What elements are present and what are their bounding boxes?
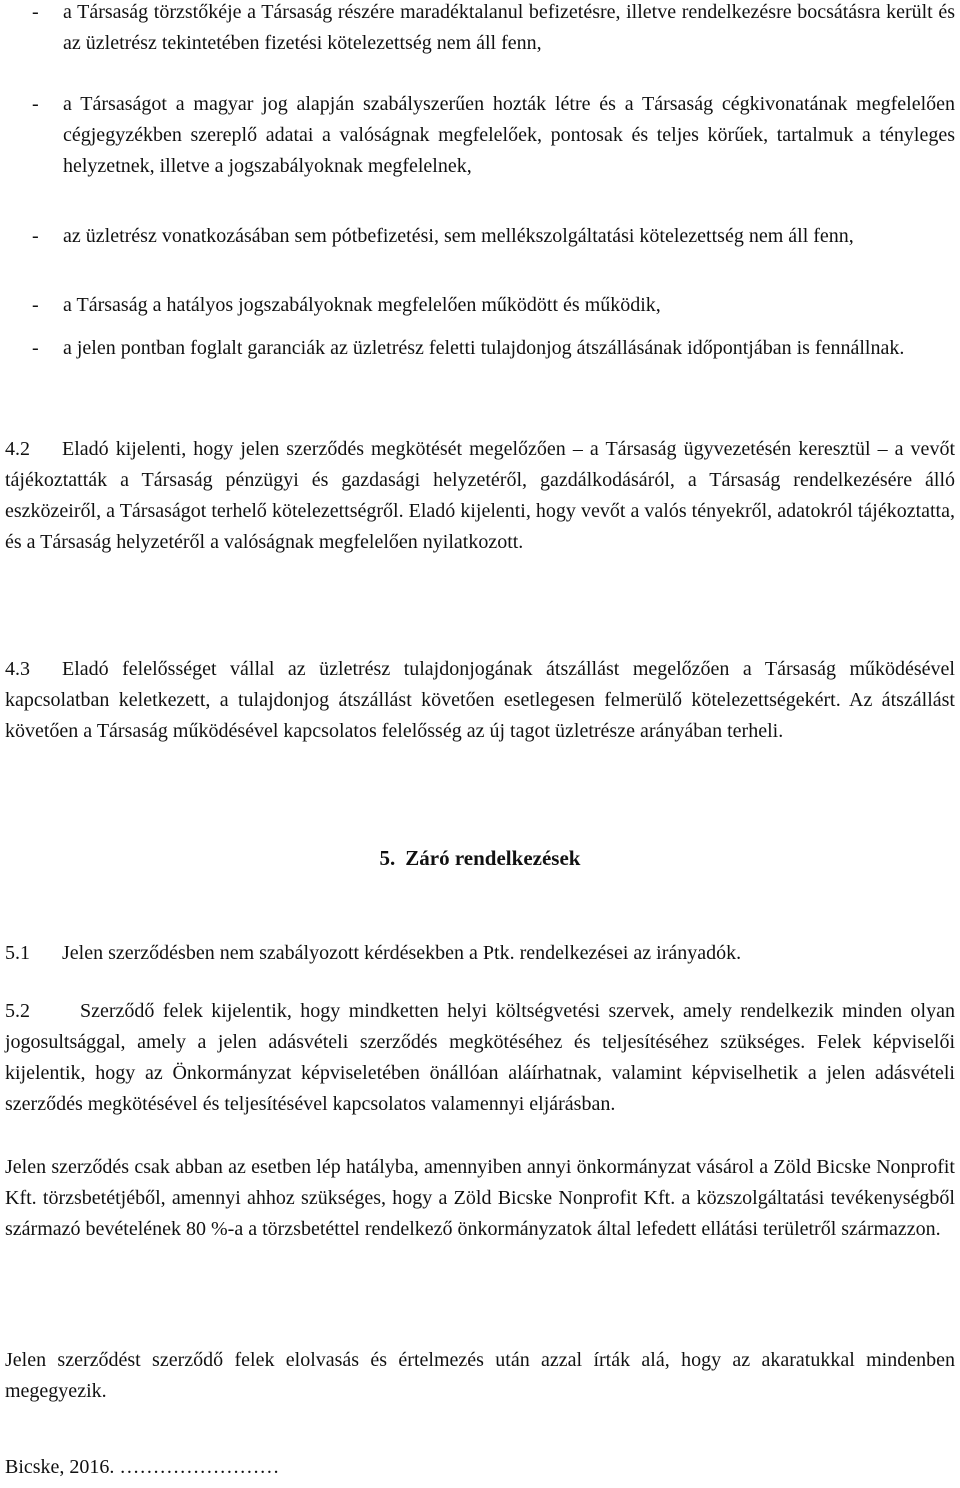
section-number: 4.3 [5, 658, 30, 680]
section-text: Szerződő felek kijelentik, hogy mindketten helyi költségvetési szervek, amely rendelkezik minden olyan jogosultsággal, amely a jelen adásvételi szerződés megkötéséhez és teljesítéséhez szükséges. Felek képviselői kijelentik, hogy az Önkormányzat képviseletében önállóan aláírhatnak, valamint képviselhetik a jelen adásvételi szerződés megkötésével és teljesítésével kapcsolatos valamennyi eljárásban. [5, 1000, 955, 1115]
list-item [5, 221, 854, 252]
list-item-text: az üzletrész vonatkozásában sem pótbefizetési, sem mellékszolgáltatási kötelezettség nem áll fenn, [63, 225, 854, 247]
list-dash: - [32, 225, 39, 247]
list-dash: - [32, 294, 39, 316]
heading-title: Záró rendelkezések [405, 846, 581, 870]
section-text: Eladó kijelenti, hogy jelen szerződés megkötését megelőzően – a Társaság ügyvezetésén keresztül – a vevőt tájékoztatták a Társaság pénzügyi és gazdasági helyzetéről, gazdálkodásáról, a Társaság rendelkezésére álló eszközeiről, a Társaságot terhelő kötelezettségről. Eladó kijelenti, hogy vevőt a valós tényekről, adatokról tájékoztatta, és a Társaság helyzetéről a valóságnak megfelelően nyilatkozott. [5, 438, 955, 553]
list-item [5, 89, 955, 182]
list-item [5, 0, 955, 59]
section-number: 4.2 [5, 438, 30, 460]
section-number: 5.2 [5, 1000, 30, 1022]
list-item-text: a Társaságot a magyar jog alapján szabályszerűen hozták létre és a Társaság cégkivonatának megfelelően cégjegyzékben szereplő adatai a valóságnak megfelelőek, pontosak és teljes körűek, tartalmuk a tényleges helyzetnek, illetve a jogszabályoknak megfelelnek, [63, 93, 955, 177]
section-text: Jelen szerződésben nem szabályozott kérdésekben a Ptk. rendelkezései az irányadók. [62, 942, 742, 964]
date-line: Bicske, 2016. …………………… [5, 1456, 280, 1478]
list-item-text: a jelen pontban foglalt garanciák az üzletrész feletti tulajdonjog átszállásának időpontjában is fennállnak. [63, 337, 905, 359]
list-item [5, 333, 904, 364]
heading-number: 5. [379, 846, 396, 870]
list-dash: - [32, 1, 39, 23]
list-item [5, 290, 661, 321]
section-text: Eladó felelősséget vállal az üzletrész tulajdonjogának átszállást megelőzően a Társaság működésével kapcsolatban keletkezett, a tulajdonjog átszállást követően esetlegesen felmerülő kötelezettségekért. Az átszállást követően a Társaság működésével kapcsolatos felelősség az új tagot üzletrésze arányában terheli. [5, 658, 955, 742]
list-dash: - [32, 93, 39, 115]
paragraph-effect: Jelen szerződés csak abban az esetben lép hatályba, amennyiben annyi önkormányzat vásárol a Zöld Bicske Nonprofit Kft. törzsbetétjéből, amennyi ahhoz szükséges, hogy a Zöld Bicske Nonprofit Kft. a közszolgáltatási tevékenységből származó bevételének 80 %-a a törzsbetéttel rendelkező önkormányzatok által lefedett ellátási területről származzon. [5, 1156, 955, 1240]
section-4-3 [5, 654, 955, 747]
paragraph-closing: Jelen szerződést szerződő felek elolvasás és értelmezés után azzal írták alá, hogy az akaratukkal mindenben megegyezik. [5, 1349, 955, 1402]
list-dash: - [32, 337, 39, 359]
section-5-2 [5, 996, 955, 1120]
section-5-1 [5, 938, 955, 969]
list-item-text: a Társaság a hatályos jogszabályoknak megfelelően működött és működik, [63, 294, 661, 316]
section-heading [5, 843, 955, 874]
section-number: 5.1 [5, 942, 30, 964]
list-item-text: a Társaság törzstőkéje a Társaság részére maradéktalanul befizetésre, illetve rendelkezésre bocsátásra került és az üzletrész tekintetében fizetési kötelezettség nem áll fenn, [63, 1, 955, 54]
section-4-2 [5, 434, 955, 558]
